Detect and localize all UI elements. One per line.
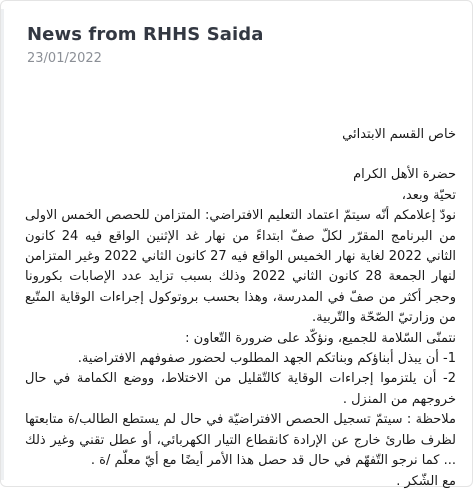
letter-item-2: 2- أن يلتزموا إجراءات الوقاية كالتّقليل من الاختلاط، ووضع الكمامة في حال خروجهم من المنزل . (25, 371, 456, 407)
letter-wish: نتمنّى السّلامة للجميع، ونؤكّد على ضرورة التّعاون : (185, 330, 456, 346)
post-date: 23/01/2022 (27, 51, 102, 66)
letter-note: ملاحظة : سيتمّ تسجيل الحصص الافتراضيّة في حال لم يستطع الطالب/ة متابعتها لظرف طارئ خارج عن الإرادة كانقطاع التيار الكهربائي، أو عطل تقني وغير ذلك ... كما نرجو التّفهّم في حال قد حصل هذا الأمر أيضًا مع أيّ معلّم /ة . (25, 412, 456, 469)
post-header (27, 23, 264, 68)
letter-item-1: 1- أن يبذل أبناؤكم وبناتكم الجهد المطلوب لحضور صفوفهم الافتراضية. (77, 351, 456, 367)
letter-thanks: مع الشّكر . (396, 473, 456, 489)
letter-greeting: تحيّة وبعد، (401, 187, 456, 203)
spacer (25, 145, 456, 165)
letter-body (25, 125, 456, 492)
letter-addressee: حضرة الأهل الكرام (353, 167, 456, 183)
letter-paragraph: نودّ إعلامكم أنّه سيتمّ اعتماد التعليم الافتراضي: المتزامن للحصص الخمس الاولى من البرنامج المقرّر لكلّ صفّ ابتداءً من نهار غد الإثنين الواقع فيه 24 كانون الثاني 2022 لغاية نهار الخميس الواقع فيه 27 كانون الثاني 2022 وغير المتزامن لنهار الجمعة 28 كانون الثاني 2022 وذلك بسبب تزايد عدد الإصابات بكورونا وحجر أكثر من صفّ في المدرسة، وهذا بحسب بروتوكول إجراءات الوقاية المتّبع من وزارتيّ الصّحّة والتّربية. (25, 208, 457, 326)
card-edge (1, 9, 4, 480)
letter-section: خاص القسم الابتدائي (342, 127, 456, 142)
post-title[interactable]: News from RHHS Saida (27, 24, 264, 45)
